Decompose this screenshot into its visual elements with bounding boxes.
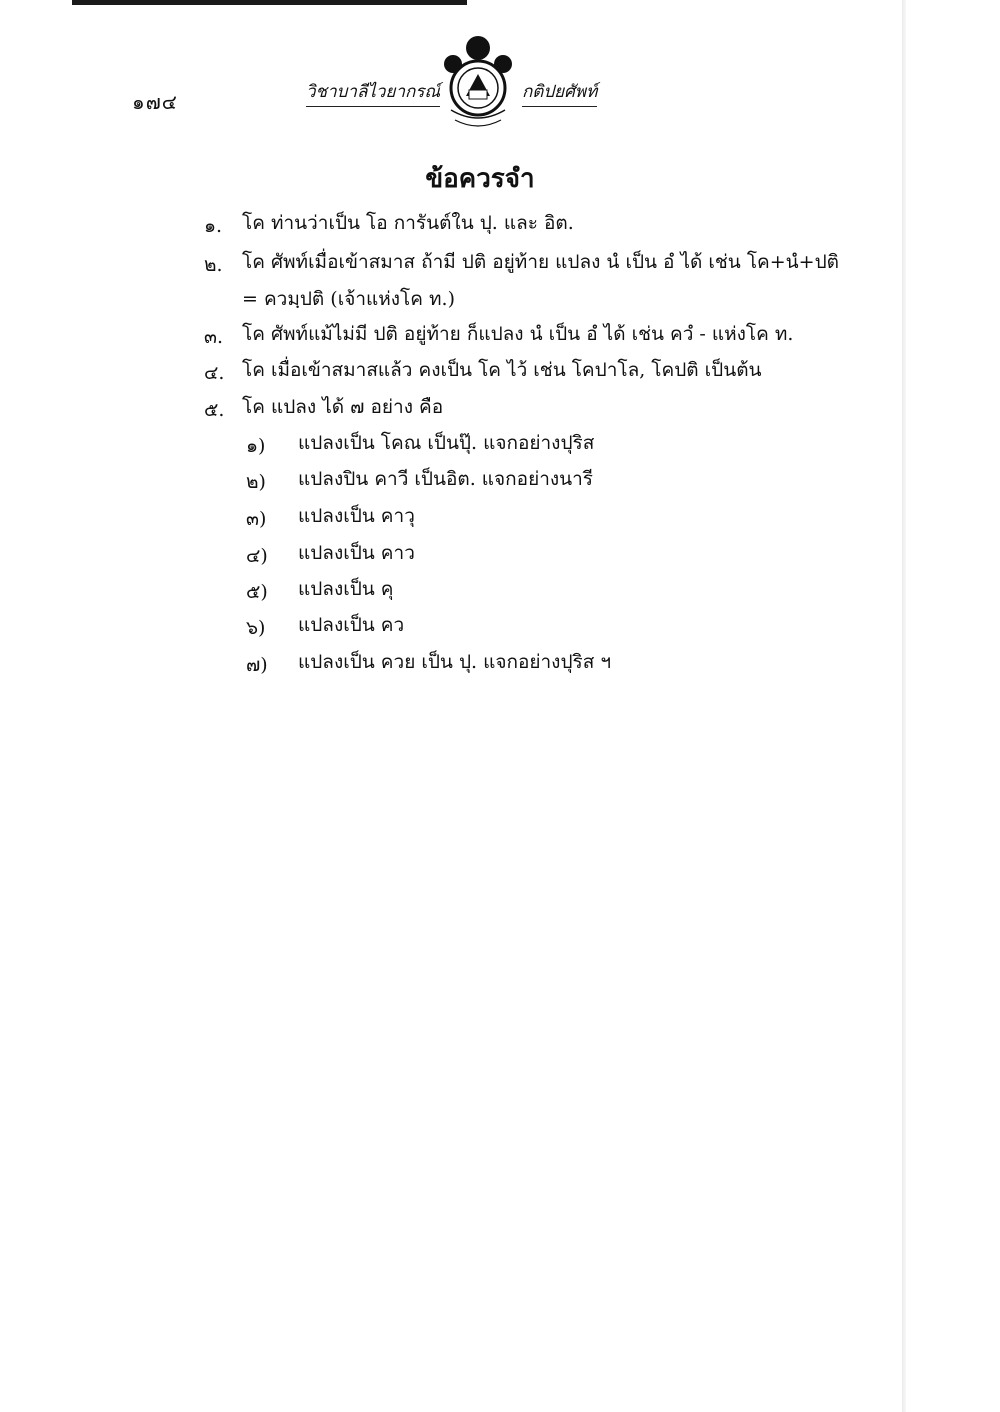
subitem-number: ๒) xyxy=(246,471,266,493)
subitem-text: แปลงเป็น คว xyxy=(298,614,405,636)
item-text: โค เมื่อเข้าสมาสแล้ว คงเป็น โค ไว้ เช่น โคปาโล, โคปติ เป็นต้น xyxy=(242,359,762,381)
item-number: ๒. xyxy=(204,254,223,276)
subitem-number: ๓) xyxy=(246,508,267,530)
page-number: ๑๗๔ xyxy=(132,90,178,114)
item-text: โค ศัพท์เมื่อเข้าสมาส ถ้ามี ปติ อยู่ท้าย แปลง นํ เป็น อํ ได้ เช่น โค+นํ+ปติ xyxy=(242,251,839,273)
item-number: ๓. xyxy=(204,326,224,348)
item-text: โค ท่านว่าเป็น โอ การันต์ใน ปุ. และ อิต. xyxy=(242,212,574,234)
subitem-number: ๔) xyxy=(246,545,268,567)
subitem-text: แปลงเป็น ควย เป็น ปุ. แจกอย่างปุริส ฯ xyxy=(298,651,612,673)
subitem-text: แปลงเป็น คุ xyxy=(298,578,394,600)
item-number: ๕. xyxy=(204,399,225,421)
subitem-text: แปลงปิน คาวี เป็นอิต. แจกอย่างนารี xyxy=(298,468,594,490)
item-text-continuation: = ควมฺปติ (เจ้าแห่งโค ท.) xyxy=(242,288,455,310)
subitem-number: ๑) xyxy=(246,435,266,457)
item-text: โค แปลง ได้ ๗ อย่าง คือ xyxy=(242,396,444,418)
subitem-text: แปลงเป็น คาว xyxy=(298,542,415,564)
section-title: ข้อควรจำ xyxy=(425,164,535,194)
subitem-number: ๖) xyxy=(246,617,266,639)
scan-right-edge xyxy=(902,0,906,1412)
subitem-number: ๗) xyxy=(246,654,268,676)
item-text: โค ศัพท์แม้ไม่มี ปติ อยู่ท้าย ก็แปลง นํ เป็น อํ ได้ เช่น ควํ - แห่งโค ท. xyxy=(242,323,794,345)
scan-top-edge xyxy=(72,0,467,5)
subitem-text: แปลงเป็น คาวุ xyxy=(298,505,415,527)
item-number: ๔. xyxy=(204,362,225,384)
running-header-subject: วิชาบาลีไวยากรณ์ xyxy=(306,78,440,107)
running-header-topic: กติปยศัพท์ xyxy=(522,78,597,107)
item-number: ๑. xyxy=(204,215,223,237)
subitem-number: ๕) xyxy=(246,581,268,603)
seal-logo-icon xyxy=(433,30,523,134)
subitem-text: แปลงเป็น โคณ เป็นปุ๊. แจกอย่างปุริส xyxy=(298,432,595,454)
